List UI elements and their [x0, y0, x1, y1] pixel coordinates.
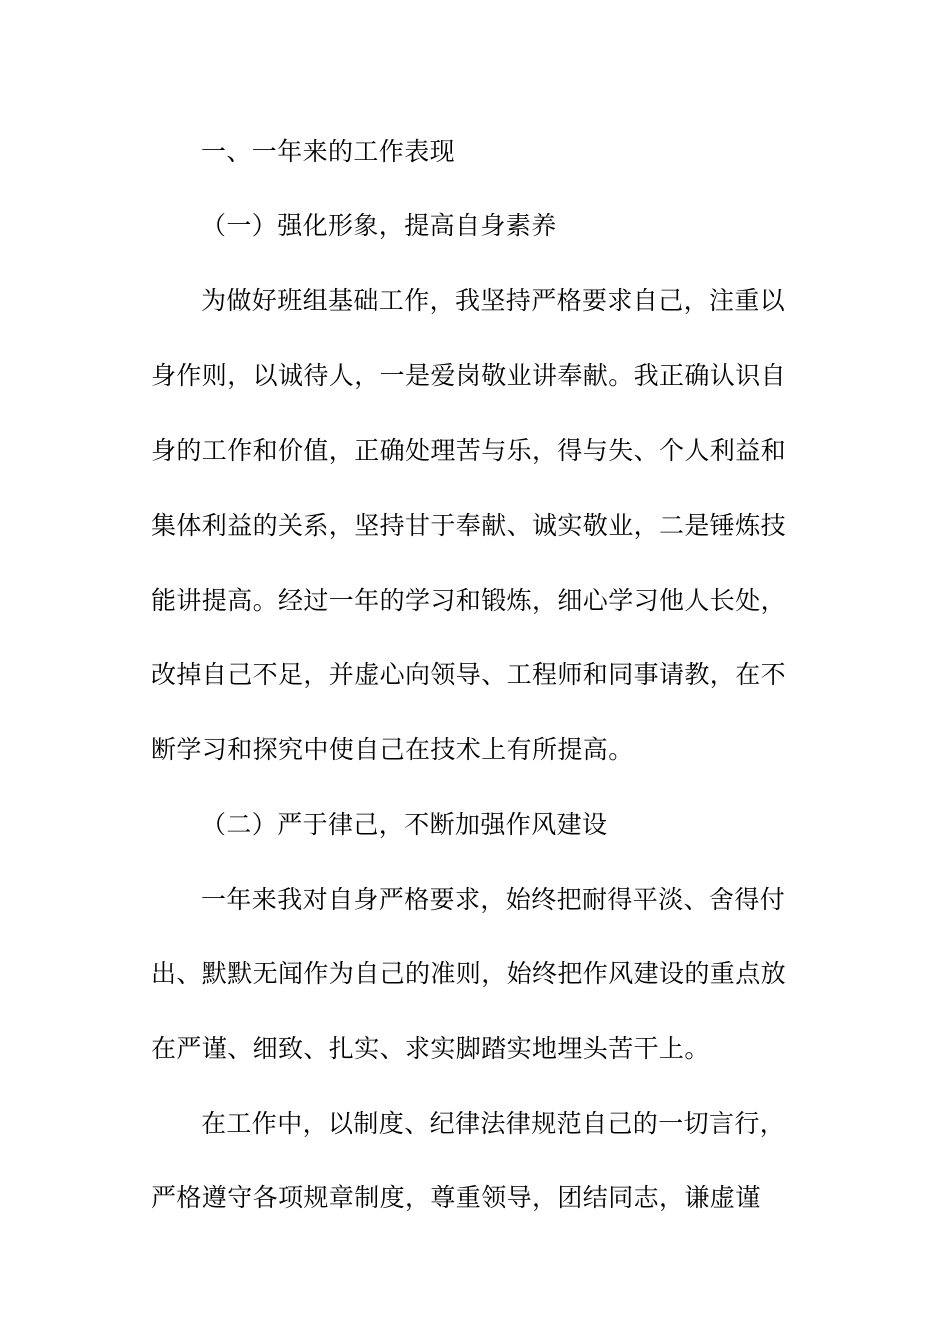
subsection-heading: （二）严于律己，不断加强作风建设: [201, 810, 608, 839]
paragraph-line: 身作则，以诚待人，一是爱岗敬业讲奉献。我正确认识自: [151, 361, 787, 390]
paragraph-line: 集体利益的关系，坚持甘于奉献、诚实敬业，二是锤炼技: [151, 511, 787, 540]
paragraph-line: 在工作中，以制度、纪律法律规范自己的一切言行，: [201, 1109, 786, 1138]
paragraph-line: 身的工作和价值，正确处理苦与乐，得与失、个人利益和: [151, 436, 787, 465]
paragraph-line: 一年来我对自身严格要求，始终把耐得平淡、舍得付: [201, 885, 786, 914]
section-heading: 一、一年来的工作表现: [201, 137, 456, 166]
paragraph-line: 能讲提高。经过一年的学习和锻炼，细心学习他人长处，: [151, 586, 787, 615]
paragraph-line: 断学习和探究中使自己在技术上有所提高。: [151, 735, 634, 764]
subsection-heading: （一）强化形象，提高自身素养: [201, 211, 557, 240]
paragraph-line: 在严谨、细致、扎实、求实脚踏实地埋头苦干上。: [151, 1034, 710, 1063]
paragraph-line: 改掉自己不足，并虚心向领导、工程师和同事请教，在不: [151, 660, 787, 689]
paragraph-line: 严格遵守各项规章制度，尊重领导，团结同志，谦虚谨: [151, 1183, 761, 1212]
paragraph-line: 出、默默无闻作为自己的准则，始终把作风建设的重点放: [151, 959, 787, 988]
paragraph-line: 为做好班组基础工作，我坚持严格要求自己，注重以: [201, 286, 786, 315]
